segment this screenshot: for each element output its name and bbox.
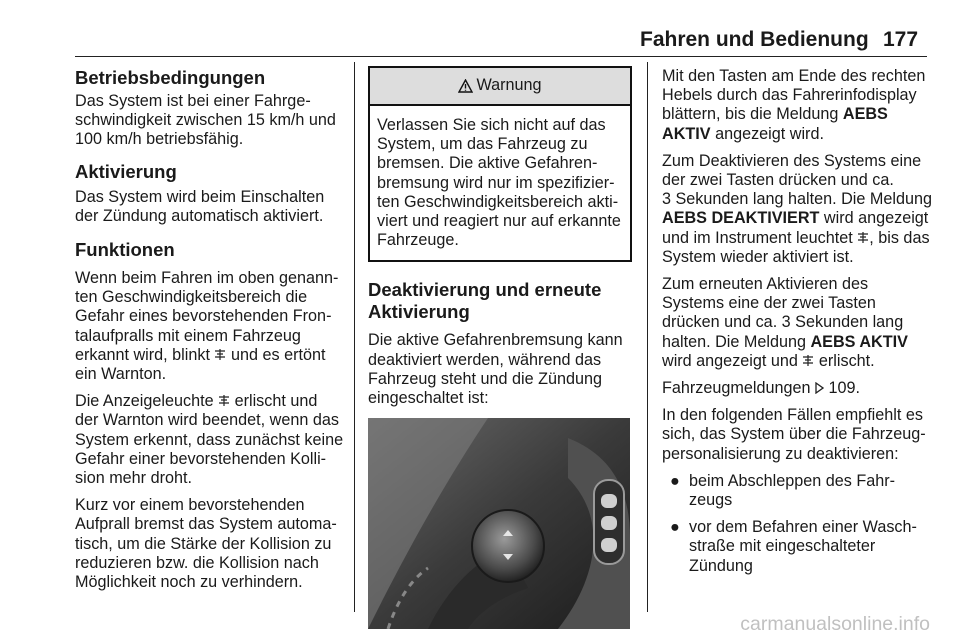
paragraph-deaktivierung: Die aktive Gefahrenbremsung kann deaktiviert werden, während das Fahrzeug steht und die Zündung eingeschaltet ist: [368,331,623,408]
list-item: ● vor dem Befahren einer Wasch- straße mit eingeschalteter Zündung [670,518,917,575]
paragraph-reactivate: Zum erneuten Aktivieren des Systems eine der zwei Tasten drücken und ca. 3 Sekunden lang halten. Die Meldung AEBS AKTIV wird angezeigt und erlischt. [662,275,908,370]
warning-title: Warnung [476,76,542,95]
paragraph-fahrzeugmeldungen: Fahrzeugmeldungen 109. [662,379,861,398]
header-rule [75,56,927,57]
steering-lever-photo [368,418,630,629]
warning-triangle-icon [458,79,473,93]
page-number: 177 [883,28,919,51]
column-right [662,67,930,584]
heading-betriebsbedingungen: Betriebsbedingungen [75,67,266,88]
paragraph-betriebsbedingungen: Das System ist bei einer Fahrge- schwindigkeit zwischen 15 km/h und 100 km/h betriebsfähig. [75,92,336,149]
page-reference-icon [815,382,824,394]
column-divider-left [354,62,355,612]
heading-funktionen: Funktionen [75,239,175,261]
bullet-icon: ● [670,471,680,490]
heading-deaktivierung: Deaktivierung und erneute Aktivierung [368,279,602,323]
paragraph-aktiv-message: Mit den Tasten am Ende des rechten Hebels durch das Fahrerinfodisplay blättern, bis die Meldung AEBS AKTIV angezeigt wird. [662,67,926,143]
collision-warning-icon [218,394,230,407]
collision-warning-icon [214,348,226,361]
paragraph-funktionen-2: Die Anzeigeleuchte erlischt und der Warnton wird beendet, wenn das System erkennt, dass zunächst keine Gefahr einer bevorstehenden Kolli- sion mehr droht. [75,392,344,488]
watermark: carmanualsonline.info [740,613,930,635]
bullet-list [662,472,930,576]
paragraph-deaktivieren-empfehlung: In den folgenden Fällen empfiehlt es sich, das System über die Fahrzeug- personalisierung zu deaktivieren: [662,406,926,463]
heading-aktivierung: Aktivierung [75,160,177,182]
warning-box [368,66,632,262]
collision-warning-icon [857,231,869,244]
paragraph-funktionen-3: Kurz vor einem bevorstehenden Aufprall bremst das System automa- tisch, um die Stärke der Kollision zu reduzieren bzw. die Kollision nach Möglichkeit noch zu verhindern. [75,496,337,592]
page-header-title: Fahren und Bedienung [640,28,869,51]
paragraph-funktionen-1: Wenn beim Fahren im oben genann- ten Geschwindigkeitsbereich die Gefahr eines bevorstehenden Fron- talaufpralls mit einem Fahrzeug erkannt wird, blinkt und es ertönt ein Warnton. [75,269,339,384]
column-left [75,67,347,600]
warning-text: Verlassen Sie sich nicht auf das System, um das Fahrzeug zu bremsen. Die aktive Gefahren- bremsung wird nur im spezifizier- ten Geschwindigkeitsbereich akti- viert und reagiert nur auf erkannte Fahrzeuge. [377,116,621,250]
column-middle [368,66,632,629]
bullet-icon: ● [670,518,680,537]
paragraph-aktivierung: Das System wird beim Einschalten der Zündung automatisch aktiviert. [75,187,325,225]
collision-warning-icon [802,354,814,367]
warning-header [370,68,630,106]
paragraph-deactivate: Zum Deaktivieren des Systems eine der zwei Tasten drücken und ca. 3 Sekunden lang halten. Die Meldung AEBS DEAKTIVIERT wird angezeigt und im Instrument leuchtet , bis das System wieder aktiviert ist. [662,151,932,266]
column-divider-right [647,62,648,612]
list-item: ● beim Abschleppen des Fahr- zeugs [670,471,896,510]
